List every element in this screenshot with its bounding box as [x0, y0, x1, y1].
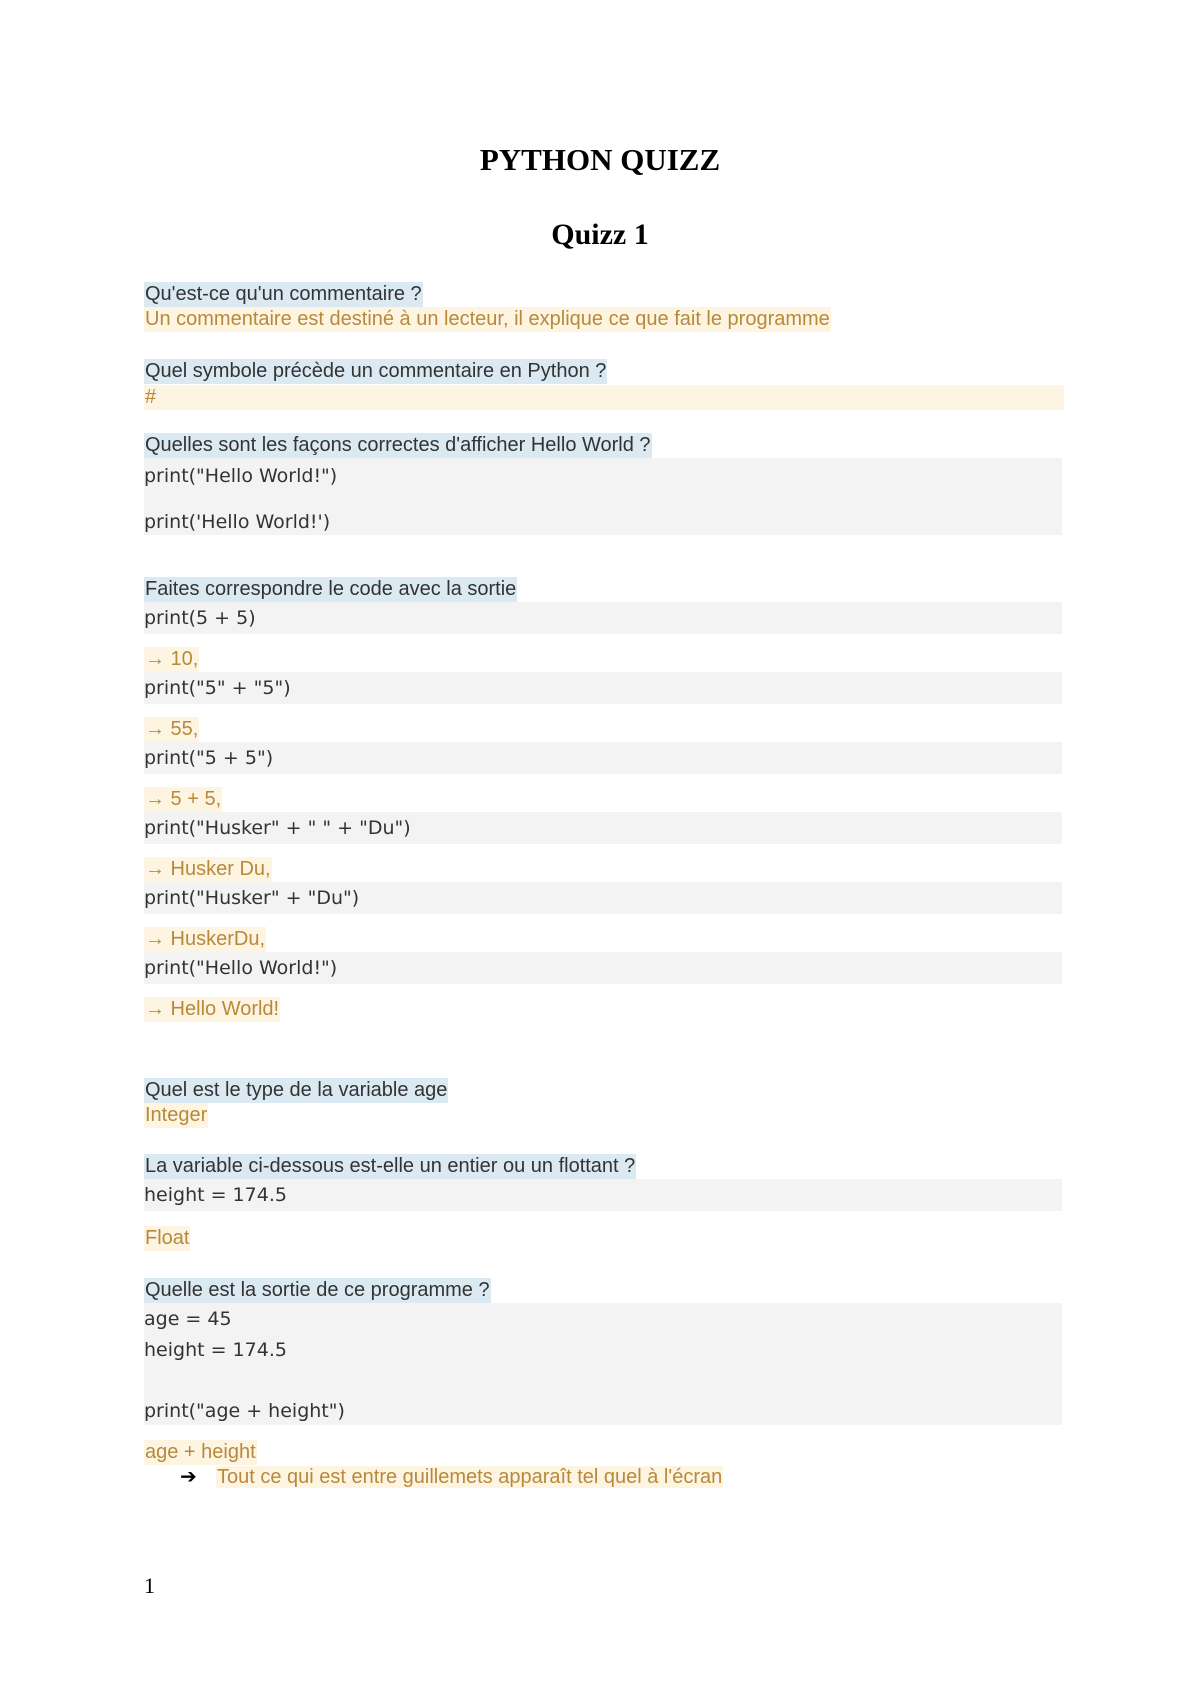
- code-line: print("Husker" + " " + "Du"): [144, 817, 411, 839]
- answer-int-or-float: Float: [145, 1227, 190, 1249]
- document-title: PYTHON QUIZZ: [479, 142, 721, 177]
- page-number: 1: [144, 1573, 155, 1598]
- code-line: print('Hello World!'): [144, 511, 331, 533]
- code-block-height: [144, 1179, 1062, 1211]
- code-block-hello-world: [144, 458, 1062, 535]
- code-line: print("Hello World!"): [144, 465, 338, 487]
- code-line: print(5 + 5): [144, 607, 256, 629]
- code-block-program: [144, 1303, 1062, 1425]
- match-output: → HuskerDu,: [145, 928, 266, 950]
- explanation-note: [180, 1465, 723, 1490]
- code-block-match: [144, 812, 1062, 844]
- code-block-match: [144, 672, 1062, 704]
- match-output: → Husker Du,: [145, 858, 271, 880]
- question-comment: Qu'est-ce qu'un commentaire ?: [145, 283, 422, 305]
- arrow-icon: ➔: [180, 1466, 197, 1488]
- code-line: print("5 + 5"): [144, 747, 274, 769]
- code-line: height = 174.5: [144, 1339, 287, 1361]
- code-line: print("5" + "5"): [144, 677, 291, 699]
- question-hello-world: Quelles sont les façons correctes d'afficher Hello World ?: [145, 434, 651, 456]
- question-program-output: Quelle est la sortie de ce programme ?: [145, 1279, 490, 1301]
- answer-comment-symbol: #: [144, 385, 1064, 410]
- code-line: print("age + height"): [144, 1400, 345, 1422]
- explanation-text: Tout ce qui est entre guillemets apparaît tel quel à l'écran: [217, 1466, 723, 1488]
- code-line: print("Hello World!"): [144, 957, 338, 979]
- match-output: → 10,: [145, 648, 199, 670]
- match-output: → 55,: [145, 718, 199, 740]
- answer-comment: Un commentaire est destiné à un lecteur, il explique ce que fait le programme: [145, 308, 830, 330]
- code-line: print("Husker" + "Du"): [144, 887, 360, 909]
- question-age-type: Quel est le type de la variable age: [145, 1079, 448, 1101]
- match-output: → Hello World!: [145, 998, 280, 1020]
- code-block-match: [144, 952, 1062, 984]
- code-line: age = 45: [144, 1308, 232, 1330]
- code-line: height = 174.5: [144, 1184, 287, 1206]
- code-block-match: [144, 602, 1062, 634]
- question-int-or-float: La variable ci-dessous est-elle un entier ou un flottant ?: [145, 1155, 636, 1177]
- code-block-match: [144, 742, 1062, 774]
- match-output: → 5 + 5,: [145, 788, 222, 810]
- question-comment-symbol: Quel symbole précède un commentaire en Python ?: [145, 360, 607, 382]
- answer-program-output: age + height: [145, 1441, 256, 1463]
- code-block-match: [144, 882, 1062, 914]
- quiz-subtitle: Quizz 1: [551, 218, 649, 251]
- answer-age-type: Integer: [145, 1104, 208, 1126]
- question-match-output: Faites correspondre le code avec la sortie: [145, 578, 517, 600]
